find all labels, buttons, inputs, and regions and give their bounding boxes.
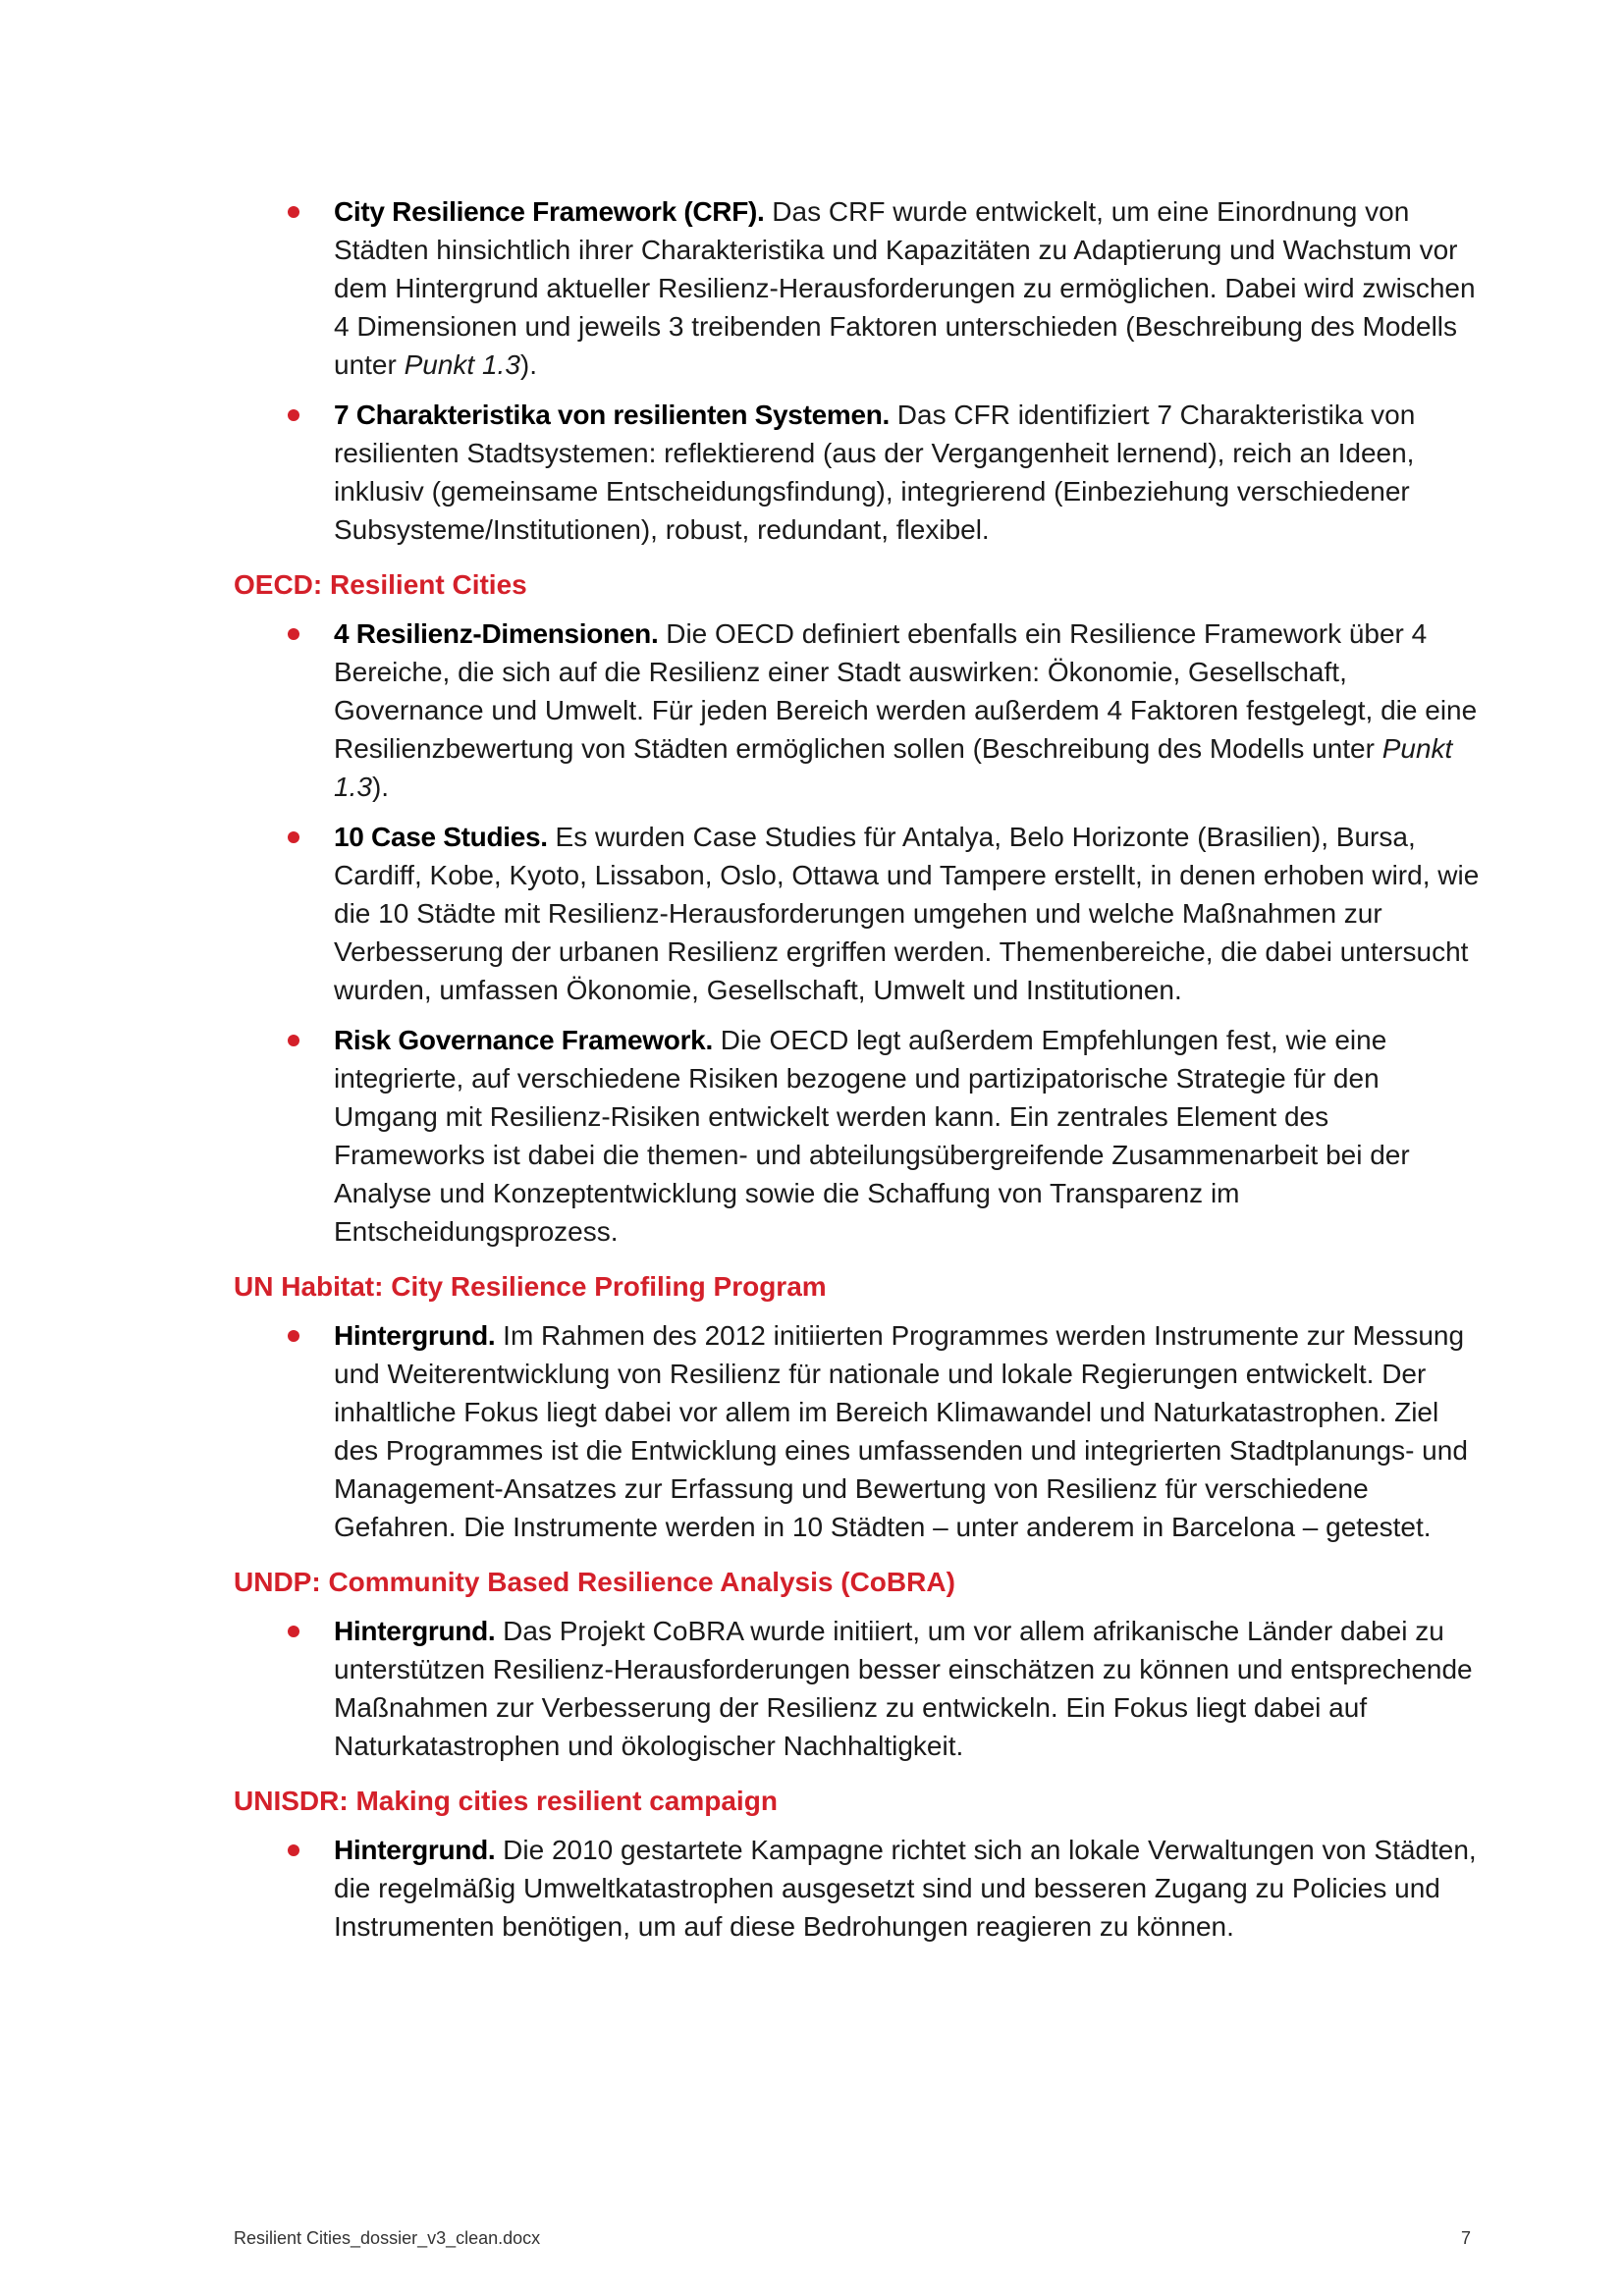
- bullet-reference: Punkt 1.3: [404, 349, 520, 380]
- list-item: [234, 1612, 1481, 1765]
- bullet-lead: 10 Case Studies.: [334, 822, 548, 852]
- bullet-dot-icon: [288, 1330, 299, 1342]
- list-item: [234, 192, 1481, 384]
- bullet-lead: 7 Charakteristika von resilienten Systemen.: [334, 400, 891, 430]
- bullet-dot-icon: [288, 1844, 299, 1856]
- bullet-dot-icon: [288, 1035, 299, 1046]
- bullet-text: Die 2010 gestartete Kampagne richtet sich an lokale Verwaltungen von Städten, die regelmäßig Umweltkatastrophen ausgesetzt sind und besseren Zugang zu Policies und Instrumenten benötigen, um auf diese Bedrohungen reagieren zu können.: [334, 1835, 1477, 1942]
- bullet-text: Im Rahmen des 2012 initiierten Programmes werden Instrumente zur Messung und Weiterentwicklung von Resilienz für nationale und lokale Regierungen entwickelt. Der inhaltliche Fokus liegt dabei vor allem im Bereich Klimawandel und Naturkatastrophen. Ziel des Programmes ist die Entwicklung eines umfassenden und integrierten Stadtplanungs- und Management-Ansatzes zur Erfassung und Bewertung von Resilienz für verschiedene Gefahren. Die Instrumente werden in 10 Städten – unter anderem in Barcelona – getestet.: [334, 1320, 1468, 1542]
- section-heading-oecd: OECD: Resilient Cities: [234, 569, 527, 600]
- bullet-lead: City Resilience Framework (CRF).: [334, 196, 765, 227]
- bullet-lead: Hintergrund.: [334, 1616, 496, 1646]
- list-item: [234, 818, 1481, 1009]
- section-bullet-list-unisdr: [234, 1831, 1481, 1946]
- bullet-lead: Hintergrund.: [334, 1320, 496, 1351]
- intro-bullet-list: [234, 192, 1481, 549]
- section-heading-unisdr: UNISDR: Making cities resilient campaign: [234, 1786, 778, 1816]
- section-bullet-list-undp: [234, 1612, 1481, 1765]
- section-bullet-list-oecd: [234, 614, 1481, 1251]
- list-item: [234, 1316, 1481, 1546]
- bullet-dot-icon: [288, 409, 299, 421]
- bullet-dot-icon: [288, 831, 299, 843]
- list-item: [234, 1021, 1481, 1251]
- list-item: [234, 396, 1481, 549]
- bullet-dot-icon: [288, 628, 299, 640]
- bullet-dot-icon: [288, 1626, 299, 1637]
- bullet-text: Das CFR identifiziert 7 Charakteristika von resilienten Stadtsystemen: reflektierend (aus der Vergangenheit lernend), reich an Ideen, inklusiv (gemeinsame Entscheidungsfindung), integrierend (Einbeziehung verschiedener Subsysteme/Institutionen), robust, redundant, flexibel.: [334, 400, 1416, 545]
- section-heading-un-habitat: UN Habitat: City Resilience Profiling Program: [234, 1271, 827, 1302]
- bullet-text: Die OECD legt außerdem Empfehlungen fest, wie eine integrierte, auf verschiedene Risiken bezogene und partizipatorische Strategie für den Umgang mit Resilienz-Risiken entwickelt werden kann. Ein zentrales Element des Frameworks ist dabei die themen- und abteilungsübergreifende Zusammenarbeit bei der Analyse und Konzeptentwicklung sowie die Schaffung von Transparenz im Entscheidungsprozess.: [334, 1025, 1410, 1247]
- bullet-text: Das Projekt CoBRA wurde initiiert, um vor allem afrikanische Länder dabei zu unterstützen Resilienz-Herausforderungen besser einschätzen zu können und entsprechende Maßnahmen zur Verbesserung der Resilienz zu entwickeln. Ein Fokus liegt dabei auf Naturkatastrophen und ökologischer Nachhaltigkeit.: [334, 1616, 1473, 1761]
- section-heading-undp: UNDP: Community Based Resilience Analysis (CoBRA): [234, 1567, 955, 1597]
- bullet-text: Das CRF wurde entwickelt, um eine Einordnung von Städten hinsichtlich ihrer Charakteristika und Kapazitäten zu Adaptierung und Wachstum vor dem Hintergrund aktueller Resilienz-Herausforderungen zu ermöglichen. Dabei wird zwischen 4 Dimensionen und jeweils 3 treibenden Faktoren unterschieden (Beschreibung des Modells unter: [334, 196, 1476, 380]
- bullet-lead: 4 Resilienz-Dimensionen.: [334, 618, 659, 649]
- list-item: [234, 1831, 1481, 1946]
- bullet-text: Die OECD definiert ebenfalls ein Resilience Framework über 4 Bereiche, die sich auf die Resilienz einer Stadt auswirken: Ökonomie, Gesellschaft, Governance und Umwelt. Für jeden Bereich werden außerdem 4 Faktoren festgelegt, die eine Resilienzbewertung von Städten ermöglichen sollen (Beschreibung des Modells unter: [334, 618, 1478, 764]
- bullet-reference: Punkt 1.3: [334, 733, 1453, 802]
- bullet-lead: Hintergrund.: [334, 1835, 496, 1865]
- bullet-tail: ).: [371, 772, 390, 802]
- bullet-lead: Risk Governance Framework.: [334, 1025, 713, 1055]
- list-item: [234, 614, 1481, 806]
- bullet-tail: ).: [519, 349, 538, 380]
- bullet-dot-icon: [288, 206, 299, 218]
- page-content: [234, 192, 1481, 1957]
- bullet-text: Es wurden Case Studies für Antalya, Belo Horizonte (Brasilien), Bursa, Cardiff, Kobe, Kyoto, Lissabon, Oslo, Ottawa und Tampere erstellt, in denen erhoben wird, wie die 10 Städte mit Resilienz-Herausforderungen umgehen und welche Maßnahmen zur Verbesserung der urbanen Resilienz ergriffen werden. Themenbereiche, die dabei untersucht wurden, umfassen Ökonomie, Gesellschaft, Umwelt und Institutionen.: [334, 822, 1480, 1005]
- footer-filename: Resilient Cities_dossier_v3_clean.docx: [234, 2228, 541, 2248]
- footer-page-number: 7: [1461, 2228, 1472, 2248]
- section-bullet-list-un-habitat: [234, 1316, 1481, 1546]
